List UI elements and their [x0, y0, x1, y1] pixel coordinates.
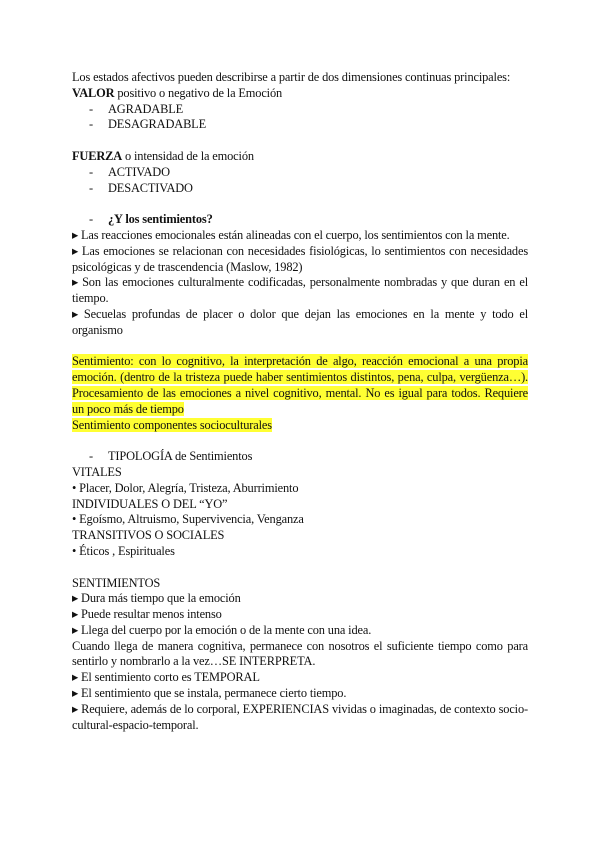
bullet-item: ▸ Requiere, además de lo corporal, EXPERIENCIAS vividas o imaginadas, de contexto socio-cultural-espacio-temporal.	[72, 701, 528, 732]
valor-item	[72, 117, 528, 133]
bullet-item: ▸ Llega del cuerpo por la emoción o de la mente con una idea.	[72, 622, 372, 637]
intro-text: Los estados afectivos pueden describirse a partir de dos dimensiones continuas principales:	[72, 70, 511, 84]
bullet-item: ▸ Las reacciones emocionales están alineadas con el cuerpo, los sentimientos con la mente.	[72, 227, 510, 242]
tipologia-heading	[72, 449, 528, 465]
bullet-item: ▸ El sentimiento corto es TEMPORAL	[72, 670, 260, 685]
fuerza-item	[72, 165, 528, 181]
valor-term: VALOR	[72, 85, 115, 100]
highlighted-text: Procesamiento de las emociones a nivel cognitivo, mental. No es igual para todos. Requiere un poco más de tiempo	[72, 385, 528, 416]
valor-item-text: AGRADABLE	[108, 101, 184, 116]
document-page	[72, 70, 528, 733]
highlighted-paragraph	[72, 354, 528, 417]
fuerza-item	[72, 181, 528, 197]
type-items: • Placer, Dolor, Alegría, Tristeza, Aburrimiento	[72, 480, 299, 495]
type-heading: TRANSITIVOS O SOCIALES	[72, 528, 225, 543]
sentimientos-heading: SENTIMIENTOS	[72, 575, 161, 590]
dash-marker: -	[89, 164, 93, 179]
highlighted-text: Sentimiento: con lo cognitivo, la interpretación de algo, reacción emocional a una propia emoción. (dentro de la tristeza puede haber sentimientos distintos, pena, culpa, vergüenza…).	[72, 354, 528, 385]
fuerza-item-text: DESACTIVADO	[108, 180, 193, 195]
type-items: • Egoísmo, Altruismo, Supervivencia, Venganza	[72, 512, 304, 527]
valor-item-text: DESAGRADABLE	[108, 117, 207, 132]
fuerza-desc: o intensidad de la emoción	[122, 148, 254, 163]
fuerza-definition	[72, 149, 528, 165]
bullet-item: ▸ Son las emociones culturalmente codificadas, personalmente nombradas y que duran en el tiempo.	[72, 275, 528, 306]
cognitive-paragraph: Cuando llega de manera cognitiva, permanece con nosotros el suficiente tiempo como para sentirlo y nombrarlo a la vez…SE INTERPRETA.	[72, 638, 528, 669]
fuerza-item-text: ACTIVADO	[108, 164, 170, 179]
highlighted-line	[72, 418, 528, 434]
type-items: • Éticos , Espirituales	[72, 543, 175, 558]
sentimientos-question-text: ¿Y los sentimientos?	[108, 212, 213, 227]
dash-marker: -	[89, 180, 93, 195]
fuerza-term: FUERZA	[72, 148, 123, 163]
dash-marker: -	[89, 117, 93, 132]
dash-marker: -	[89, 101, 93, 116]
highlighted-text: Sentimiento componentes socioculturales	[72, 417, 272, 432]
tipologia-text: TIPOLOGÍA de Sentimientos	[108, 449, 253, 464]
valor-definition	[72, 86, 528, 102]
dash-marker: -	[89, 449, 93, 464]
sentimientos-question	[72, 212, 528, 228]
bullet-item: ▸ Las emociones se relacionan con necesidades fisiológicas, lo sentimientos con necesidades psicológicas y de trascendencia (Maslow, 1982)	[72, 243, 528, 274]
bullet-item: ▸ El sentimiento que se instala, permanece cierto tiempo.	[72, 686, 347, 701]
type-heading: VITALES	[72, 464, 122, 479]
type-heading: INDIVIDUALES O DEL “YO”	[72, 496, 228, 511]
valor-desc: positivo o negativo de la Emoción	[114, 85, 283, 100]
bullet-item: ▸ Secuelas profundas de placer o dolor que dejan las emociones en la mente y todo el organismo	[72, 306, 528, 337]
dash-marker: -	[89, 212, 93, 227]
valor-item	[72, 102, 528, 118]
bullet-item: ▸ Dura más tiempo que la emoción	[72, 591, 241, 606]
bullet-item: ▸ Puede resultar menos intenso	[72, 607, 222, 622]
